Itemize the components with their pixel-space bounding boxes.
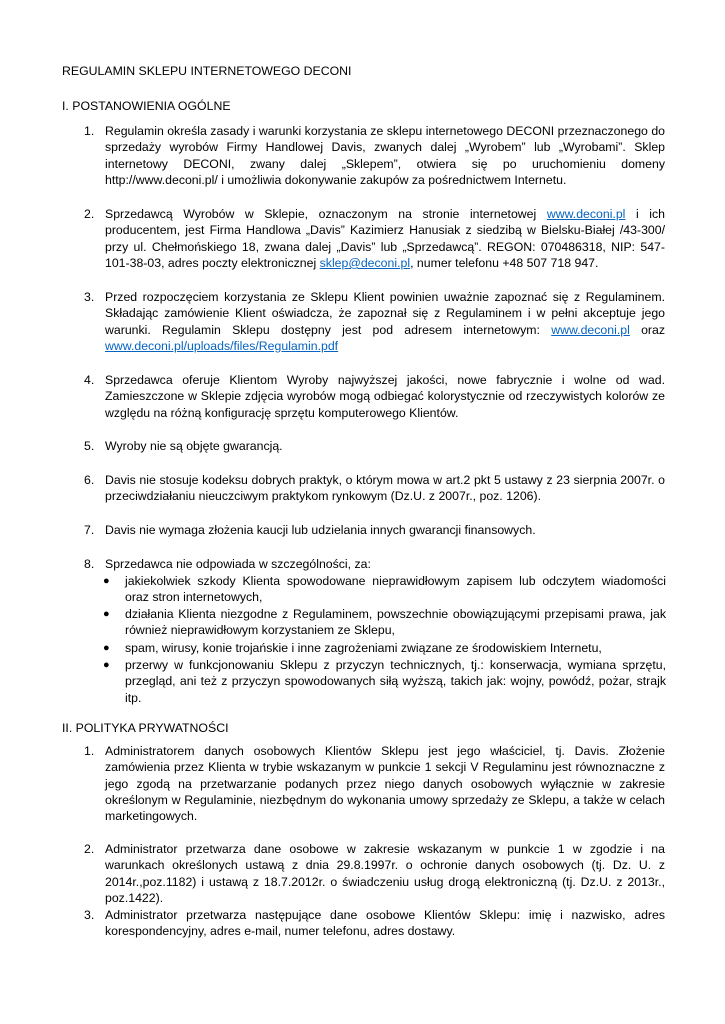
bullet-icon: ●	[103, 608, 110, 620]
item-text	[105, 123, 665, 188]
item-number: 3.	[84, 290, 95, 304]
item-text	[105, 522, 665, 538]
bullet-text: przerwy w funkcjonowaniu Sklepu z przyczyn technicznych, tj.: konserwacja, wymiana sprzętu, przegląd, ani też z przyczyn spowodowanych siłą wyższą, takich jak: wojny, powódź, pożar, strajk itp.	[125, 658, 666, 705]
item-text-part: Sprzedawcą Wyrobów w Sklepie, oznaczonym na stronie internetowej	[105, 207, 547, 221]
item-text	[105, 372, 665, 421]
item-text	[105, 743, 665, 824]
email-link[interactable]: sklep@deconi.pl	[319, 255, 411, 270]
section-heading: I. POSTANOWIENIA OGÓLNE	[62, 99, 231, 113]
document-title: REGULAMIN SKLEPU INTERNETOWEGO DECONI	[62, 64, 352, 78]
item-paragraph: Wyroby nie są objęte gwarancją.	[105, 439, 283, 453]
item-text	[105, 438, 665, 454]
item-number: 4.	[84, 373, 95, 387]
regulamin-pdf-link[interactable]: www.deconi.pl/uploads/files/Regulamin.pdf	[105, 338, 339, 353]
item-text-part: i ich producentem, jest Firma Handlowa „Davis” Kazimierz Hanusiak z siedzibą w Bielsku-Białej /43-300/ przy ul. Chełmońskiego 18, zwana dalej „Davis” lub „Sprzedawcą”. REGON: 070486318, NIP: 547-101-38-03, adres poczty elektronicznej	[105, 207, 665, 270]
item-text	[105, 472, 665, 505]
item-number: 3.	[84, 908, 95, 922]
item-paragraph: Sprzedawca oferuje Klientom Wyroby najwyższej jakości, nowe fabrycznie i wolne od wad. Zamieszczone w Sklepie zdjęcia wyrobów mogą odbiegać kolorystycznie od rzeczywistych kolorów ze względu na różną konfigurację sprzętu komputerowego Klientów.	[105, 373, 665, 420]
item-number: 2.	[84, 842, 95, 856]
bullet-icon: ●	[103, 659, 110, 671]
item-text	[105, 907, 665, 940]
item-paragraph: Sprzedawca nie odpowiada w szczególności, za:	[105, 557, 371, 571]
item-paragraph: Administratorem danych osobowych Klientów Sklepu jest jego właściciel, tj. Davis. Złożenie zamówienia przez Klienta w trybie wskazanym w punkcie 1 sekcji V Regulaminu jest równoznaczne z jego zgodą na przetwarzanie podanych przez niego danych osobowych wyłącznie w zakresie określonym w Regulaminie, niezbędnym do wykonania umowy sprzedaży ze Sklepu, a także w celach marketingowych.	[105, 744, 665, 824]
item-text	[105, 841, 665, 906]
item-paragraph: Davis nie stosuje kodeksu dobrych praktyk, o którym mowa w art.2 pkt 5 ustawy z 23 sierpnia 2007r. o przeciwdziałaniu nieuczciwym praktykom rynkowym (Dz.U. z 2007r., poz. 1206).	[105, 473, 665, 504]
item-number: 7.	[84, 523, 95, 537]
item-text	[105, 289, 665, 354]
bullet-icon: ●	[103, 642, 110, 654]
item-text-part: Przed rozpoczęciem korzystania ze Sklepu Klient powinien uważnie zapoznać się z Regulaminem. Składając zamówienie Klient oświadcza, że zapoznał się z Regulaminem i w pełni akceptuje jego warunki. Regulamin Sklepu dostępny jest pod adresem internetowym:	[105, 290, 665, 337]
bullet-text: działania Klienta niezgodne z Regulaminem, powszechnie obowiązującymi przepisami prawa, jak również nieprawidłowym korzystaniem ze Sklepu,	[125, 607, 666, 638]
item-text-part: , numer telefonu +48 507 718 947.	[410, 255, 599, 270]
bullet-text: jakiekolwiek szkody Klienta spowodowane nieprawidłowym zapisem lub odczytem wiadomości oraz stron internetowych,	[125, 574, 666, 605]
item-paragraph: Davis nie wymaga złożenia kaucji lub udzielania innych gwarancji finansowych.	[105, 523, 536, 537]
item-number: 2.	[84, 207, 95, 221]
item-number: 8.	[84, 557, 95, 571]
item-paragraph: Administrator przetwarza dane osobowe w zakresie wskazanym w punkcie 1 w zgodzie i na warunkach określonych ustawą z dnia 29.8.1997r. o ochronie danych osobowych (tj. Dz. U. z 2014r.,poz.1182) i ustawą z 18.7.2012r. o świadczeniu usług drogą elektroniczną (tj. Dz.U. z 2013r., poz.1422).	[105, 842, 665, 905]
item-number: 1.	[84, 744, 95, 758]
bullet-icon: ●	[103, 575, 110, 587]
item-number: 6.	[84, 473, 95, 487]
item-text	[105, 556, 665, 572]
website-link[interactable]: www.deconi.pl	[551, 322, 630, 337]
item-text-part: oraz	[629, 322, 665, 337]
item-paragraph: Regulamin określa zasady i warunki korzystania ze sklepu internetowego DECONI przeznaczonego do sprzedaży wyrobów Firmy Handlowej Davis, zwanych dalej „Wyrobem” lub „Wyrobami”. Sklep internetowy DECONI, zwany dalej „Sklepem”, otwiera się po uruchomieniu domeny http://www.deconi.pl/ i umożliwia dokonywanie zakupów za pośrednictwem Internetu.	[105, 124, 665, 187]
bullet-text: spam, wirusy, konie trojańskie i inne zagrożeniami związane ze środowiskiem Internetu,	[125, 641, 602, 655]
website-link[interactable]: www.deconi.pl	[546, 207, 626, 221]
item-paragraph: Administrator przetwarza następujące dane osobowe Klientów Sklepu: imię i nazwisko, adres korespondencyjny, adres e-mail, numer telefonu, adres dostawy.	[105, 908, 665, 939]
section-heading: II. POLITYKA PRYWATNOŚCI	[62, 721, 229, 735]
item-text	[105, 206, 665, 271]
item-number: 5.	[84, 439, 95, 453]
item-number: 1.	[84, 124, 95, 138]
